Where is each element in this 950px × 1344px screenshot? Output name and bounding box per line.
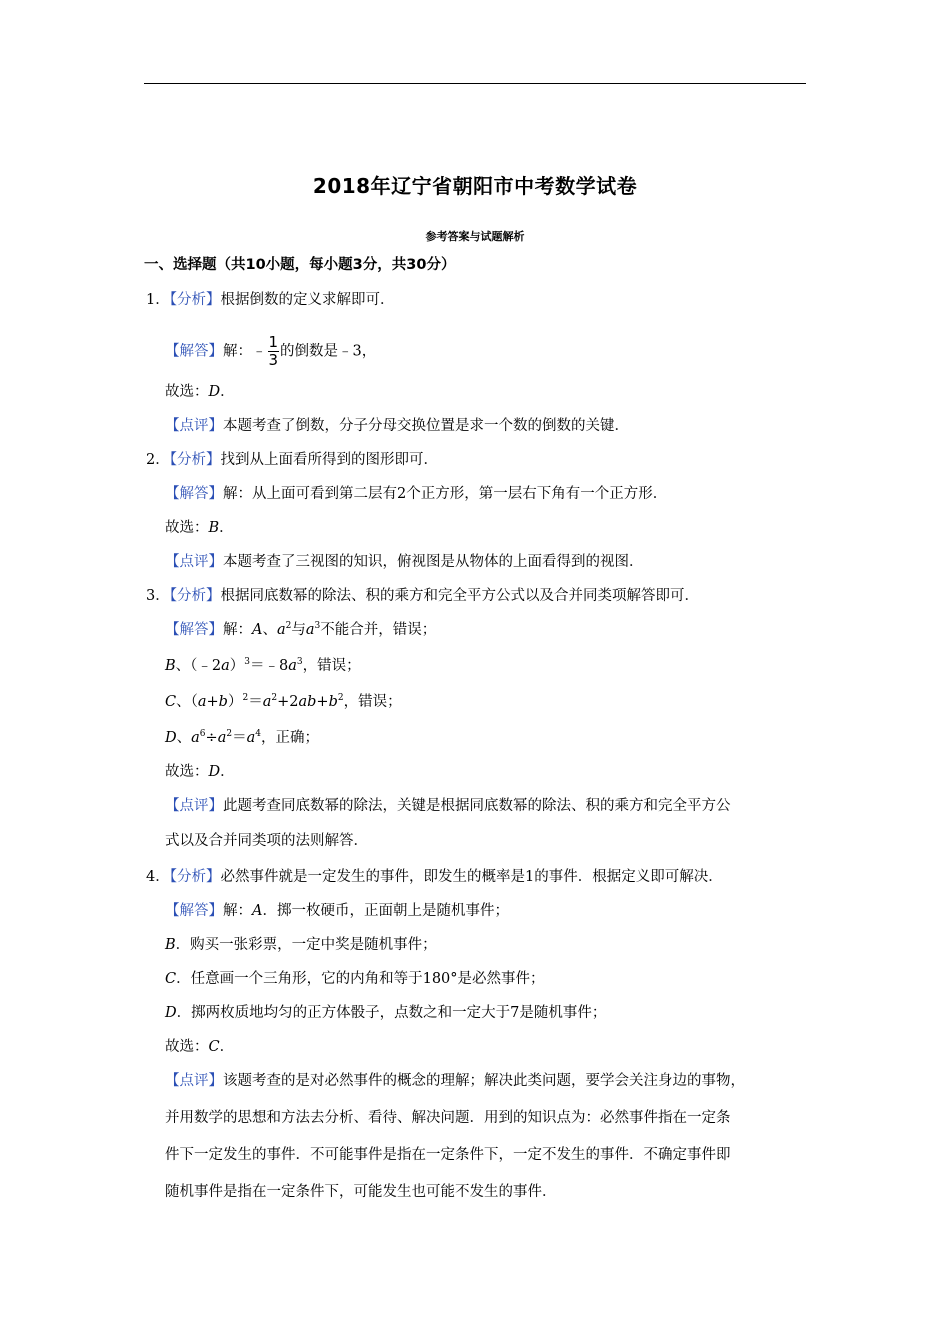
q4-comment-line-1 bbox=[165, 1071, 745, 1091]
page-title: 2018年辽宁省朝阳市中考数学试卷 bbox=[312, 174, 638, 198]
q3-b-e2: 3 bbox=[296, 657, 303, 667]
q3-comment-tag: 【点评】 bbox=[165, 798, 223, 814]
q3-solution-b bbox=[165, 656, 361, 676]
q3-c-e2: 2 bbox=[271, 693, 278, 703]
q3-b-t3: ＝﹣8 bbox=[250, 658, 289, 674]
q3-c-e1: 2 bbox=[242, 693, 249, 703]
q3-d-v2: a bbox=[217, 730, 227, 746]
q1-solution-tag: 【解答】 bbox=[165, 343, 223, 360]
q3-a-e2: 3 bbox=[314, 621, 321, 631]
q4-a-pre: 解： bbox=[223, 903, 252, 919]
q2-choice-end: ． bbox=[219, 520, 234, 536]
q3-solution-tag: 【解答】 bbox=[165, 622, 223, 638]
q4-d-letter: D bbox=[165, 1005, 177, 1021]
q3-solution-a bbox=[165, 620, 436, 640]
q4-solution-tag: 【解答】 bbox=[165, 903, 223, 919]
q1-choice-label: 故选： bbox=[165, 384, 209, 400]
q4-c-text: ．任意画一个三角形，它的内角和等于180°是必然事件； bbox=[176, 971, 545, 987]
q3-d-t3: ＝ bbox=[232, 730, 247, 746]
q4-comment-line-4: 随机事件是指在一定条件下，可能发生也可能不发生的事件． bbox=[165, 1184, 557, 1200]
q1-solution bbox=[165, 334, 376, 369]
q1-choice-letter: D bbox=[208, 384, 221, 400]
q4-solution-c bbox=[165, 969, 545, 989]
q3-d-e1: 6 bbox=[199, 729, 206, 739]
q3-b-v2: a bbox=[288, 658, 297, 674]
q1-fraction bbox=[268, 334, 280, 369]
header-rule bbox=[144, 83, 806, 84]
q3-a-v1: a bbox=[276, 622, 286, 638]
q4-solution-b bbox=[165, 935, 437, 955]
q4-d-text: ．掷两枚质地均匀的正方体骰子，点数之和一定大于7是随机事件； bbox=[176, 1005, 607, 1021]
q3-d-t1: 、 bbox=[176, 730, 192, 746]
q3-number: 3． bbox=[146, 588, 170, 604]
q3-b-t2: ） bbox=[229, 658, 245, 674]
q4-choice-letter: C bbox=[208, 1039, 220, 1055]
section-heading: 一、选择题（共10小题，每小题3分，共30分） bbox=[144, 257, 456, 273]
q1-comment-tag: 【点评】 bbox=[165, 418, 223, 434]
q3-choice-label: 故选： bbox=[165, 764, 209, 780]
q2-solution-text: 解：从上面可看到第二层有2个正方形，第一层右下角有一个正方形． bbox=[223, 486, 668, 502]
q4-c-letter: C bbox=[165, 971, 177, 987]
q3-c-t1: 、（ bbox=[176, 694, 198, 710]
q3-c-v4: ab bbox=[298, 694, 317, 710]
q3-solution-c bbox=[165, 692, 402, 712]
q2-choice bbox=[165, 518, 234, 538]
q3-choice-letter: D bbox=[208, 764, 221, 780]
q4-analysis-tag: 【分析】 bbox=[169, 869, 221, 885]
q3-c-v2: b bbox=[218, 694, 228, 710]
q3-analysis bbox=[146, 586, 699, 606]
q3-d-letter: D bbox=[165, 730, 177, 746]
q3-comment-line-2: 式以及合并同类项的法则解答． bbox=[165, 833, 368, 849]
q4-b-text: ．购买一张彩票，一定中奖是随机事件； bbox=[175, 937, 437, 953]
q2-analysis-text: 找到从上面看所得到的图形即可． bbox=[220, 452, 438, 468]
q1-choice bbox=[165, 382, 235, 402]
q4-analysis-text: 必然事件就是一定发生的事件，即发生的概率是1的事件．根据定义即可解决． bbox=[220, 869, 723, 885]
q1-analysis-text: 根据倒数的定义求解即可． bbox=[220, 292, 395, 308]
q2-comment-text: 本题考查了三视图的知识，俯视图是从物体的上面看得到的视图． bbox=[223, 554, 644, 570]
q4-comment-line-3: 件下一定发生的事件．不可能事件是指在一定条件下，一定不发生的事件．不确定事件即 bbox=[165, 1147, 731, 1163]
q3-c-t3: ） bbox=[227, 694, 243, 710]
page-subtitle: 参考答案与试题解析 bbox=[425, 230, 525, 243]
q3-b-v1: a bbox=[221, 658, 230, 674]
q3-c-v5: b bbox=[328, 694, 338, 710]
q3-analysis-text: 根据同底数幂的除法、积的乘方和完全平方公式以及合并同类项解答即可． bbox=[220, 588, 699, 604]
q3-b-t1: 、（﹣2 bbox=[175, 658, 222, 674]
q4-choice-end: ． bbox=[219, 1039, 235, 1055]
q1-comment bbox=[165, 416, 629, 436]
q1-analysis bbox=[146, 290, 394, 310]
q3-b-letter: B bbox=[165, 658, 176, 674]
q4-choice bbox=[165, 1037, 234, 1057]
q1-analysis-tag: 【分析】 bbox=[169, 292, 221, 308]
q3-analysis-tag: 【分析】 bbox=[169, 588, 221, 604]
q3-c-t4: ＝ bbox=[248, 694, 263, 710]
q4-comment-text-1: 该题考查的是对必然事件的概念的理解；解决此类问题，要学会关注身边的事物， bbox=[223, 1073, 745, 1089]
q2-comment-tag: 【点评】 bbox=[165, 554, 223, 570]
q3-solution-d bbox=[165, 728, 319, 748]
q1-number: 1． bbox=[146, 292, 170, 308]
q3-c-letter: C bbox=[165, 694, 177, 710]
q3-c-t5: +2 bbox=[277, 694, 299, 710]
q3-a-t2: 与 bbox=[291, 622, 306, 638]
q3-a-t1: 、 bbox=[262, 622, 277, 638]
q4-comment-line-2: 并用数学的思想和方法去分析、看待、解决问题．用到的知识点为：必然事件指在一定条 bbox=[165, 1110, 731, 1126]
q3-a-e1: 2 bbox=[285, 621, 292, 631]
q4-analysis bbox=[146, 867, 723, 887]
q4-a-letter: A bbox=[252, 903, 263, 919]
q3-c-v1: a bbox=[197, 694, 207, 710]
q3-c-t6: + bbox=[316, 694, 329, 710]
q3-c-e3: 2 bbox=[337, 693, 344, 703]
q3-a-t3: 不能合并，错误； bbox=[320, 622, 437, 638]
q1-solution-pre: 解：﹣ bbox=[223, 343, 267, 360]
q3-d-t4: ，正确； bbox=[260, 730, 319, 746]
q1-solution-post: 的倒数是﹣3， bbox=[280, 343, 377, 360]
q4-number: 4． bbox=[146, 869, 170, 885]
q3-a-v2: a bbox=[305, 622, 315, 638]
q2-comment bbox=[165, 552, 644, 572]
q3-d-t2: ÷ bbox=[205, 730, 218, 746]
q2-analysis bbox=[146, 450, 438, 470]
q3-b-t4: ，错误； bbox=[302, 658, 361, 674]
q4-a-text: ．掷一枚硬币，正面朝上是随机事件； bbox=[262, 903, 509, 919]
q3-d-e3: 4 bbox=[255, 729, 261, 739]
q3-a-pre: 解： bbox=[223, 622, 252, 638]
q1-fraction-numerator: 1 bbox=[268, 333, 279, 351]
q3-a-letter: A bbox=[252, 622, 263, 638]
q1-choice-end: ． bbox=[220, 384, 235, 400]
q3-d-v1: a bbox=[191, 730, 200, 746]
q3-comment-line-1 bbox=[165, 796, 731, 816]
q4-solution-a bbox=[165, 901, 509, 921]
q2-number: 2． bbox=[146, 452, 170, 468]
q1-fraction-denominator: 3 bbox=[268, 351, 279, 369]
q4-comment-tag: 【点评】 bbox=[165, 1073, 223, 1089]
q3-c-t7: ，错误； bbox=[343, 694, 402, 710]
q3-comment-text-1: 此题考查同底数幂的除法，关键是根据同底数幂的除法、积的乘方和完全平方公 bbox=[223, 798, 731, 814]
q4-b-letter: B bbox=[165, 937, 176, 953]
q1-comment-text: 本题考查了倒数，分子分母交换位置是求一个数的倒数的关键． bbox=[223, 418, 629, 434]
q3-choice bbox=[165, 762, 235, 782]
q2-choice-label: 故选： bbox=[165, 520, 209, 536]
q3-b-e1: 3 bbox=[244, 657, 251, 667]
q3-d-v3: a bbox=[246, 730, 256, 746]
q3-c-t2: + bbox=[206, 694, 219, 710]
q2-choice-letter: B bbox=[208, 520, 220, 536]
q3-d-e2: 2 bbox=[226, 729, 233, 739]
q4-solution-d bbox=[165, 1003, 606, 1023]
q3-c-v3: a bbox=[262, 694, 272, 710]
q4-choice-label: 故选： bbox=[165, 1039, 209, 1055]
q2-solution bbox=[165, 484, 667, 504]
q2-solution-tag: 【解答】 bbox=[165, 486, 223, 502]
q3-choice-end: ． bbox=[220, 764, 235, 780]
q2-analysis-tag: 【分析】 bbox=[169, 452, 221, 468]
